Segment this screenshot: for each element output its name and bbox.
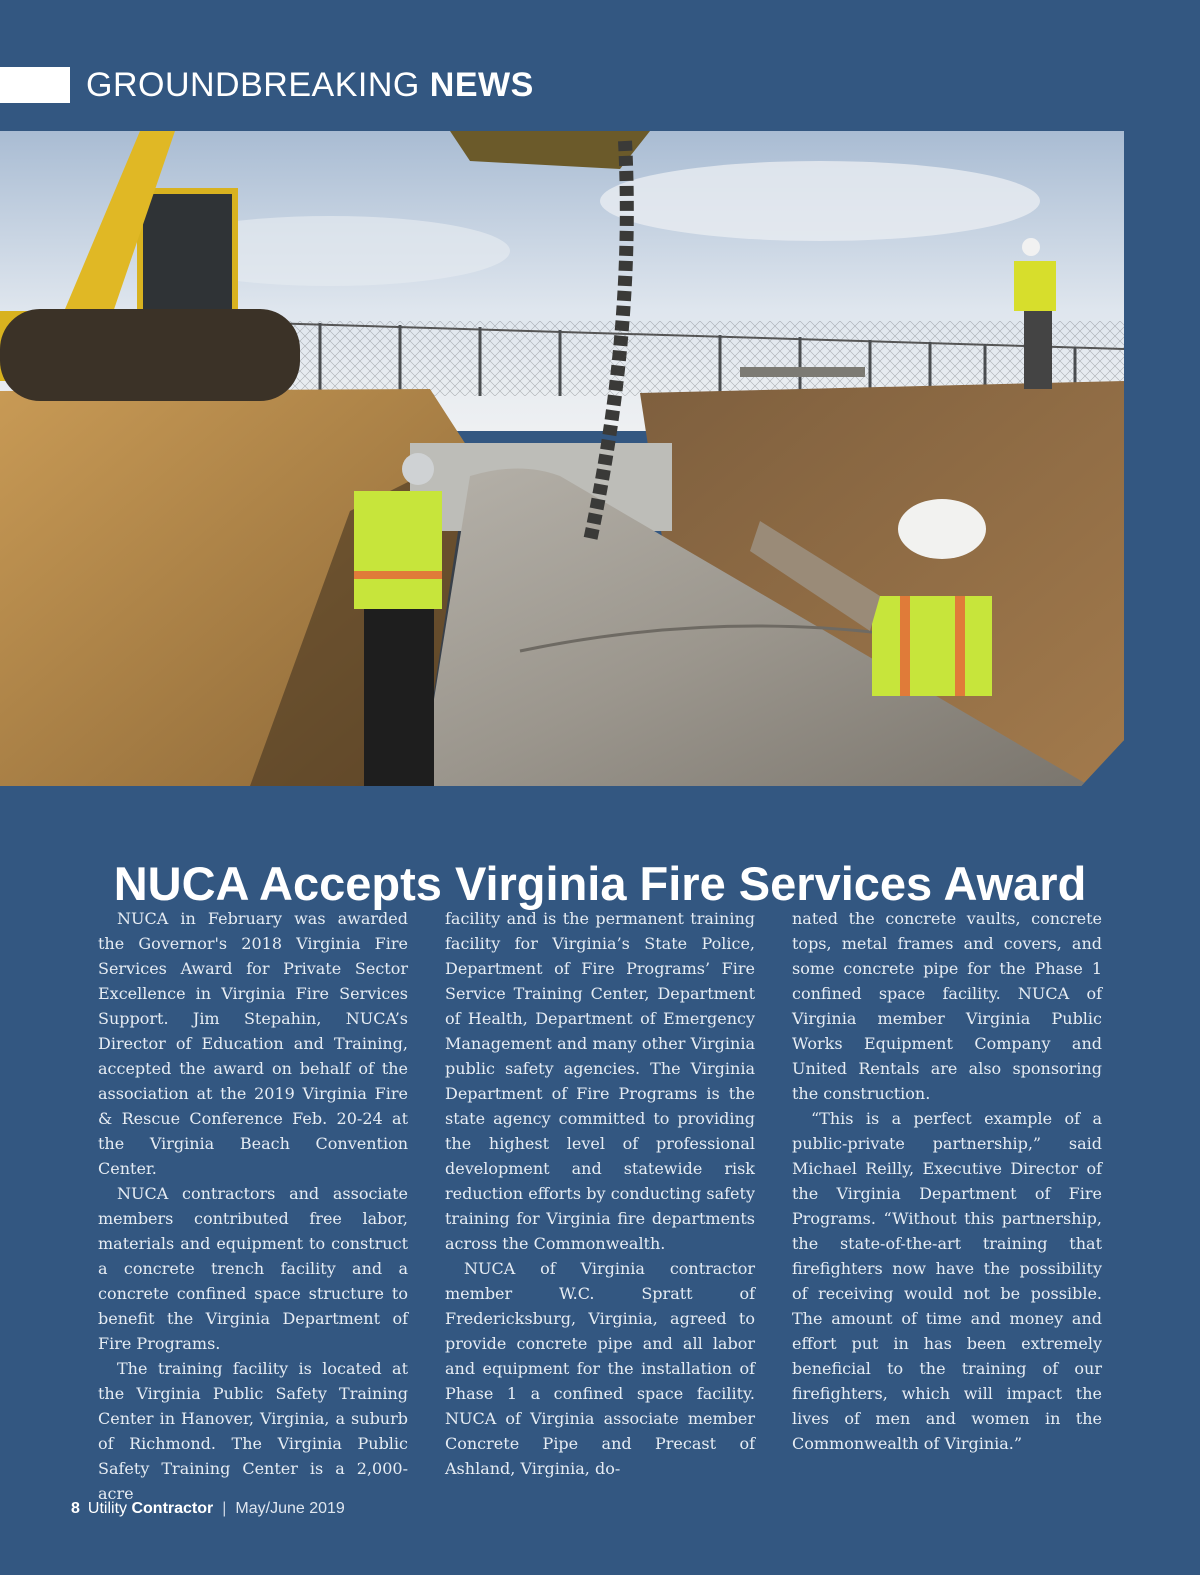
section-bar — [0, 67, 70, 103]
magazine-name-light: Utility — [87, 1500, 132, 1517]
article-column-2 — [445, 906, 755, 1506]
footer-separator: | — [222, 1500, 227, 1517]
magazine-name-bold: Contractor — [131, 1500, 214, 1517]
section-title-light: GROUNDBREAKING — [86, 66, 430, 104]
article-column-1 — [98, 906, 408, 1506]
paragraph: facility and is the permanent training facility for Virginia’s State Police, Department of Fire Programs’ Fire Service Training Center, Department of Health, Department of Emergency Management and many other Virginia public safety agencies. The Virginia Department of Fire Programs is the state agency committed to providing the highest level of professional development and statewide risk reduction efforts by conducting safety training for Virginia fire departments across the Commonwealth. — [445, 909, 755, 1253]
paragraph: NUCA contractors and associate members contributed free labor, materials and equipment to construct a concrete trench facility and a concrete confined space structure to benefit the Virginia Department of Fire Programs. — [98, 1184, 408, 1353]
section-title — [86, 66, 534, 104]
article-photo — [0, 131, 1124, 786]
paragraph: nated the concrete vaults, concrete tops, metal frames and covers, and some concrete pipe for the Phase 1 confined space facility. NUCA of Virginia member Virginia Public Works Equipment Company and United Rentals are also sponsoring the construction. — [792, 909, 1102, 1103]
article-headline: NUCA Accepts Virginia Fire Services Award — [113, 857, 1087, 911]
issue-date: May/June 2019 — [235, 1500, 345, 1517]
paragraph: NUCA of Virginia contractor member W.C. Spratt of Fredericksburg, Virginia, agreed to provide concrete pipe and all labor and equipment for the installation of Phase 1 a confined space facility. NUCA of Virginia associate member Concrete Pipe and Precast of Ashland, Virginia, do- — [445, 1259, 755, 1478]
page-number: 8 — [71, 1500, 80, 1517]
paragraph: “This is a perfect example of a public-private partnership,” said Michael Reilly, Executive Director of the Virginia Department of Fire Programs. “Without this partnership, the state-of-the-art training that firefighters now have the possibility of receiving would not be possible. The amount of time and money and effort put in has been extremely beneficial to the training of our firefighters, which will impact the lives of men and women in the Commonwealth of Virginia.” — [792, 1109, 1102, 1453]
section-title-bold: NEWS — [429, 66, 534, 104]
article-column-3 — [792, 906, 1102, 1506]
article-body — [98, 906, 1102, 1506]
page-footer — [71, 1500, 345, 1518]
paragraph: NUCA in February was awarded the Governor's 2018 Virginia Fire Services Award for Private Sector Excellence in Virginia Fire Services Support. Jim Stepahin, NUCA’s Director of Education and Training, accepted the award on behalf of the association at the 2019 Virginia Fire & Rescue Conference Feb. 20-24 at the Virginia Beach Convention Center. — [98, 909, 408, 1178]
section-header — [0, 66, 534, 104]
paragraph: The training facility is located at the Virginia Public Safety Training Center in Hanover, Virginia, a suburb of Richmond. The Virginia Public Safety Training Center is a 2,000-acre — [98, 1359, 408, 1503]
